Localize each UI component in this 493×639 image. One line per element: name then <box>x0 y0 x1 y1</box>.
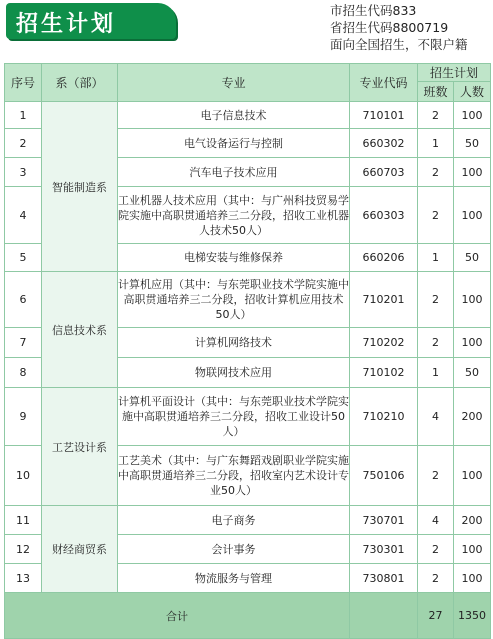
header-dept: 系（部） <box>42 64 118 102</box>
code-cell: 710201 <box>350 272 418 328</box>
code-cell: 710101 <box>350 102 418 129</box>
header-major: 专业 <box>118 64 350 102</box>
classes-cell: 2 <box>418 272 454 328</box>
people-cell: 100 <box>454 158 491 187</box>
page-title: 招生计划 <box>16 12 117 37</box>
header-plan: 招生计划 <box>418 64 491 82</box>
major-cell: 工业机器人技术应用（其中：与广州科技贸易学院实施中高职贯通培养三二分段，招收工业机器人技术50人） <box>118 187 350 244</box>
people-cell: 100 <box>454 328 491 358</box>
major-cell: 电子商务 <box>118 506 350 535</box>
people-cell: 50 <box>454 129 491 158</box>
major-cell: 电梯安装与维修保养 <box>118 244 350 272</box>
code-cell: 730301 <box>350 535 418 564</box>
header-classes: 班数 <box>418 82 454 102</box>
table-row <box>5 506 491 535</box>
people-cell: 100 <box>454 535 491 564</box>
row-no: 8 <box>5 358 42 388</box>
table-row <box>5 102 491 129</box>
total-label: 合计 <box>5 593 350 639</box>
major-cell: 电气设备运行与控制 <box>118 129 350 158</box>
classes-cell: 2 <box>418 187 454 244</box>
row-no: 7 <box>5 328 42 358</box>
row-no: 12 <box>5 535 42 564</box>
code-cell: 750106 <box>350 446 418 506</box>
admission-codes <box>330 2 468 53</box>
people-cell: 100 <box>454 102 491 129</box>
major-cell: 汽车电子技术应用 <box>118 158 350 187</box>
total-classes: 27 <box>418 593 454 639</box>
code-cell: 710210 <box>350 388 418 446</box>
code-cell: 710202 <box>350 328 418 358</box>
classes-cell: 2 <box>418 446 454 506</box>
people-cell: 100 <box>454 272 491 328</box>
header-people: 人数 <box>454 82 491 102</box>
people-cell: 100 <box>454 446 491 506</box>
classes-cell: 2 <box>418 564 454 593</box>
code-cell: 660302 <box>350 129 418 158</box>
dept-cell: 信息技术系 <box>42 272 118 388</box>
classes-cell: 1 <box>418 358 454 388</box>
header-no: 序号 <box>5 64 42 102</box>
code-cell: 710102 <box>350 358 418 388</box>
major-cell: 计算机应用（其中：与东莞职业技术学院实施中高职贯通培养三二分段，招收计算机应用技术50人） <box>118 272 350 328</box>
classes-cell: 2 <box>418 102 454 129</box>
table-row <box>5 272 491 328</box>
code-cell: 730801 <box>350 564 418 593</box>
people-cell: 50 <box>454 358 491 388</box>
major-cell: 物流服务与管理 <box>118 564 350 593</box>
enrollment-plan-table <box>4 63 491 639</box>
people-cell: 200 <box>454 506 491 535</box>
major-cell: 物联网技术应用 <box>118 358 350 388</box>
row-no: 5 <box>5 244 42 272</box>
code-cell: 660206 <box>350 244 418 272</box>
total-code-blank <box>350 593 418 639</box>
major-cell: 计算机平面设计（其中：与东莞职业技术学院实施中高职贯通培养三二分段，招收工业设计50人） <box>118 388 350 446</box>
code-cell: 660303 <box>350 187 418 244</box>
row-no: 10 <box>5 446 42 506</box>
major-cell: 计算机网络技术 <box>118 328 350 358</box>
classes-cell: 2 <box>418 328 454 358</box>
row-no: 4 <box>5 187 42 244</box>
province-code: 省招生代码8800719 <box>330 20 449 35</box>
total-people: 1350 <box>454 593 491 639</box>
major-cell: 电子信息技术 <box>118 102 350 129</box>
people-cell: 100 <box>454 187 491 244</box>
title-banner <box>6 3 176 39</box>
classes-cell: 1 <box>418 129 454 158</box>
code-cell: 660703 <box>350 158 418 187</box>
dept-cell: 智能制造系 <box>42 102 118 272</box>
people-cell: 200 <box>454 388 491 446</box>
people-cell: 100 <box>454 564 491 593</box>
row-no: 3 <box>5 158 42 187</box>
row-no: 1 <box>5 102 42 129</box>
row-no: 6 <box>5 272 42 328</box>
nationwide-note: 面向全国招生，不限户籍 <box>330 37 468 52</box>
classes-cell: 4 <box>418 506 454 535</box>
classes-cell: 1 <box>418 244 454 272</box>
major-cell: 会计事务 <box>118 535 350 564</box>
code-cell: 730701 <box>350 506 418 535</box>
row-no: 11 <box>5 506 42 535</box>
header-code: 专业代码 <box>350 64 418 102</box>
city-code: 市招生代码833 <box>330 3 417 18</box>
total-row <box>5 593 491 639</box>
row-no: 13 <box>5 564 42 593</box>
classes-cell: 4 <box>418 388 454 446</box>
dept-cell: 财经商贸系 <box>42 506 118 593</box>
classes-cell: 2 <box>418 535 454 564</box>
people-cell: 50 <box>454 244 491 272</box>
row-no: 9 <box>5 388 42 446</box>
classes-cell: 2 <box>418 158 454 187</box>
row-no: 2 <box>5 129 42 158</box>
table-row <box>5 388 491 446</box>
major-cell: 工艺美术（其中：与广东舞蹈戏剧职业学院实施中高职贯通培养三二分段，招收室内艺术设计专业50人） <box>118 446 350 506</box>
dept-cell: 工艺设计系 <box>42 388 118 506</box>
